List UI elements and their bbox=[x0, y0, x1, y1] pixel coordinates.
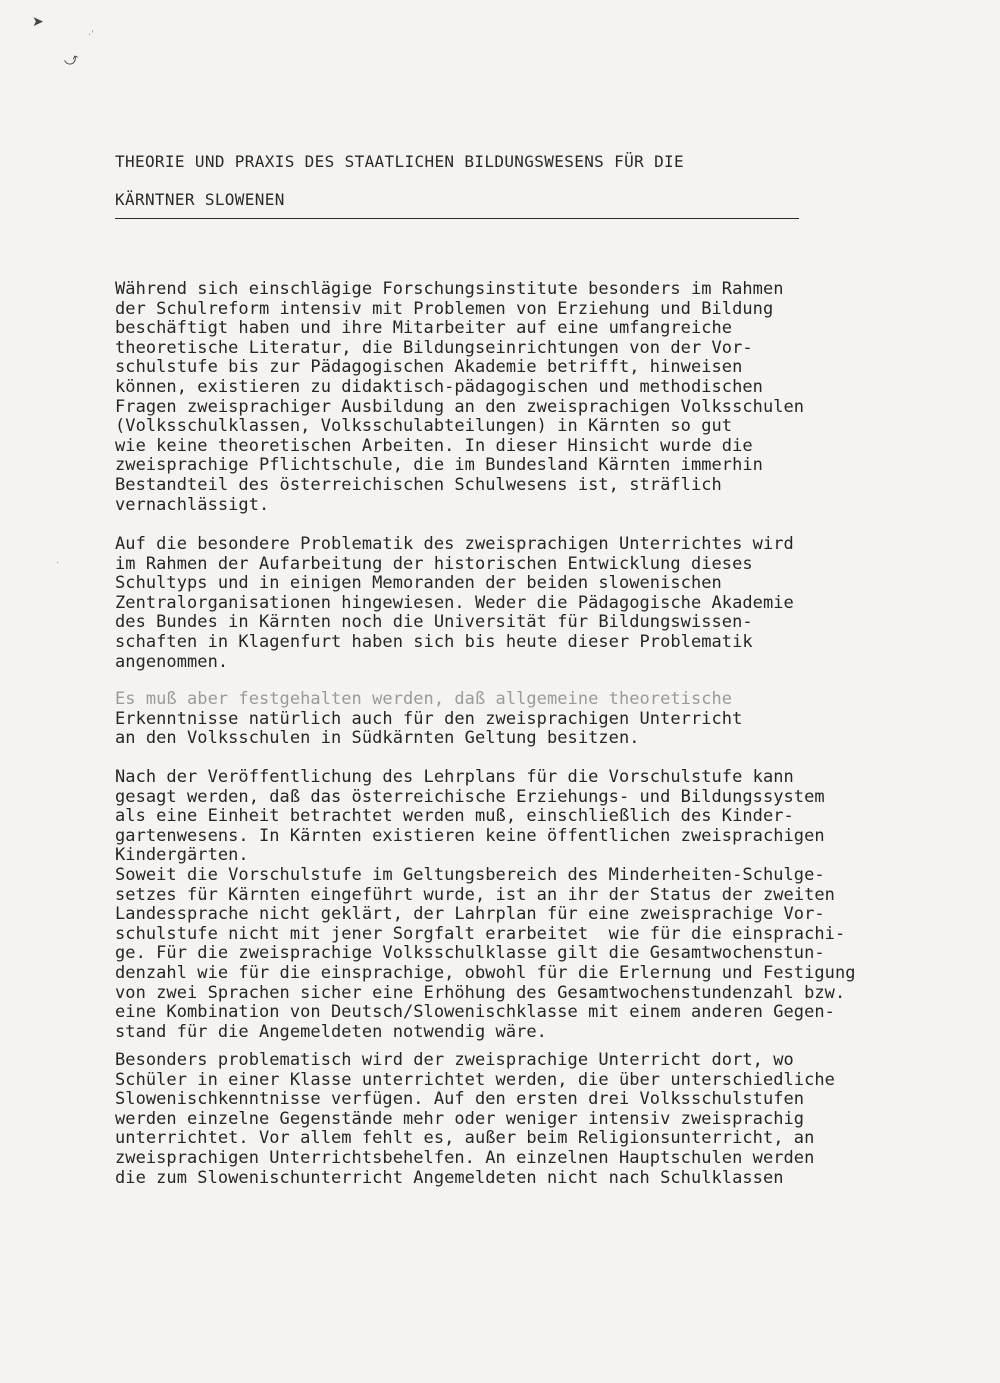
text-line: ge. Für die zweisprachige Volksschulklasse gilt die Gesamtwochenstun- bbox=[115, 943, 825, 964]
text-line: beschäftigt haben und ihre Mitarbeiter auf eine umfangreiche bbox=[115, 318, 733, 339]
text-line: zweisprachige Pflichtschule, die im Bundesland Kärnten immerhin bbox=[115, 455, 763, 476]
text-line: an den Volksschulen in Südkärnten Geltung besitzen. bbox=[115, 728, 640, 749]
text-line: Schüler in einer Klasse unterrichtet werden, die über unterschiedliche bbox=[115, 1069, 835, 1090]
text-line: schulstufe nicht mit jener Sorgfalt erarbeitet wie für die einsprachi- bbox=[115, 923, 846, 944]
text-line: werden einzelne Gegenstände mehr oder weniger intensiv zweisprachig bbox=[115, 1108, 805, 1129]
text-line: Soweit die Vorschulstufe im Geltungsbereich des Minderheiten-Schulge- bbox=[115, 864, 825, 885]
text-line: unterrichtet. Vor allem fehlt es, außer beim Religionsunterricht, an bbox=[115, 1128, 815, 1149]
text-line: schaften in Klagenfurt haben sich bis heute dieser Problematik bbox=[115, 631, 753, 652]
text-line: Fragen zweisprachiger Ausbildung an den zweisprachigen Volksschulen bbox=[115, 396, 805, 417]
paragraph-5 bbox=[115, 1051, 995, 1188]
paragraph-3 bbox=[115, 690, 995, 749]
text-line: die zum Slowenischunterricht Angemeldeten nicht nach Schulklassen bbox=[115, 1167, 784, 1188]
text-line: von zwei Sprachen sicher eine Erhöhung des Gesamtwochenstundenzahl bzw. bbox=[115, 982, 846, 1003]
text-line: Slowenischkenntnisse verfügen. Auf den ersten drei Volksschulstufen bbox=[115, 1089, 805, 1110]
document-title-line-2: KÄRNTNER SLOWENEN bbox=[115, 190, 285, 209]
text-line: als eine Einheit betrachtet werden muß, einschließlich des Kinder- bbox=[115, 806, 794, 827]
text-line: angenommen. bbox=[115, 651, 229, 672]
text-line: der Schulreform intensiv mit Problemen von Erziehung und Bildung bbox=[115, 298, 774, 319]
text-line: Besonders problematisch wird der zweisprachige Unterricht dort, wo bbox=[115, 1050, 794, 1070]
margin-faint-mark: ·ʹ bbox=[88, 30, 94, 41]
margin-arrow-mark: ➤ bbox=[32, 14, 44, 30]
text-line: gartenwesens. In Kärnten existieren keine öffentlichen zweisprachigen bbox=[115, 825, 825, 846]
text-line: setzes für Kärnten eingeführt wurde, ist an ihr der Status der zweiten bbox=[115, 884, 835, 905]
text-line: zweisprachigen Unterrichtsbehelfen. An einzelnen Hauptschulen werden bbox=[115, 1147, 815, 1168]
text-line: theoretische Literatur, die Bildungseinrichtungen von der Vor- bbox=[115, 337, 753, 358]
text-line: denzahl wie für die einsprachige, obwohl für die Erlernung und Festigung bbox=[115, 962, 856, 983]
document-title-line-1: THEORIE UND PRAXIS DES STAATLICHEN BILDUNGSWESENS FÜR DIE bbox=[115, 152, 685, 171]
title-underline bbox=[115, 218, 799, 219]
text-line: Nach der Veröffentlichung des Lehrplans für die Vorschulstufe kann bbox=[115, 767, 794, 787]
margin-pen-mark: ⤻ bbox=[61, 49, 82, 71]
text-line: eine Kombination von Deutsch/Slowenischklasse mit einem anderen Gegen- bbox=[115, 1002, 835, 1023]
margin-dot-mark: · bbox=[56, 558, 60, 569]
text-line: Auf die besondere Problematik des zweisprachigen Unterrichtes wird bbox=[115, 534, 794, 554]
text-line: Bestandteil des österreichischen Schulwesens ist, sträflich bbox=[115, 474, 722, 495]
paragraph-4 bbox=[115, 768, 995, 1042]
text-line: vernachlässigt. bbox=[115, 494, 270, 515]
text-line: Es muß aber festgehalten werden, daß allgemeine theoretische bbox=[115, 689, 733, 709]
paragraph-2 bbox=[115, 535, 995, 672]
text-line: des Bundes in Kärnten noch die Universität für Bildungswissen- bbox=[115, 612, 753, 633]
text-line: wie keine theoretischen Arbeiten. In dieser Hinsicht wurde die bbox=[115, 435, 753, 456]
text-line: Landessprache nicht geklärt, der Lahrplan für eine zweisprachige Vor- bbox=[115, 904, 825, 925]
text-line: schulstufe bis zur Pädagogischen Akademie betrifft, hinweisen bbox=[115, 357, 743, 378]
text-line: können, existieren zu didaktisch-pädagogischen und methodischen bbox=[115, 376, 763, 397]
text-line: Erkenntnisse natürlich auch für den zweisprachigen Unterricht bbox=[115, 708, 743, 729]
text-line: (Volksschulklassen, Volksschulabteilungen) in Kärnten so gut bbox=[115, 416, 733, 437]
text-line: Zentralorganisationen hingewiesen. Weder die Pädagogische Akademie bbox=[115, 592, 794, 613]
text-line: Schultyps und in einigen Memoranden der beiden slowenischen bbox=[115, 573, 722, 594]
paragraph-1 bbox=[115, 280, 995, 515]
text-line: Während sich einschlägige Forschungsinstitute besonders im Rahmen bbox=[115, 279, 784, 299]
text-line: Kindergärten. bbox=[115, 845, 249, 866]
text-line: stand für die Angemeldeten notwendig wäre. bbox=[115, 1021, 547, 1042]
text-line: gesagt werden, daß das österreichische Erziehungs- und Bildungssystem bbox=[115, 786, 825, 807]
text-line: im Rahmen der Aufarbeitung der historischen Entwicklung dieses bbox=[115, 553, 753, 574]
